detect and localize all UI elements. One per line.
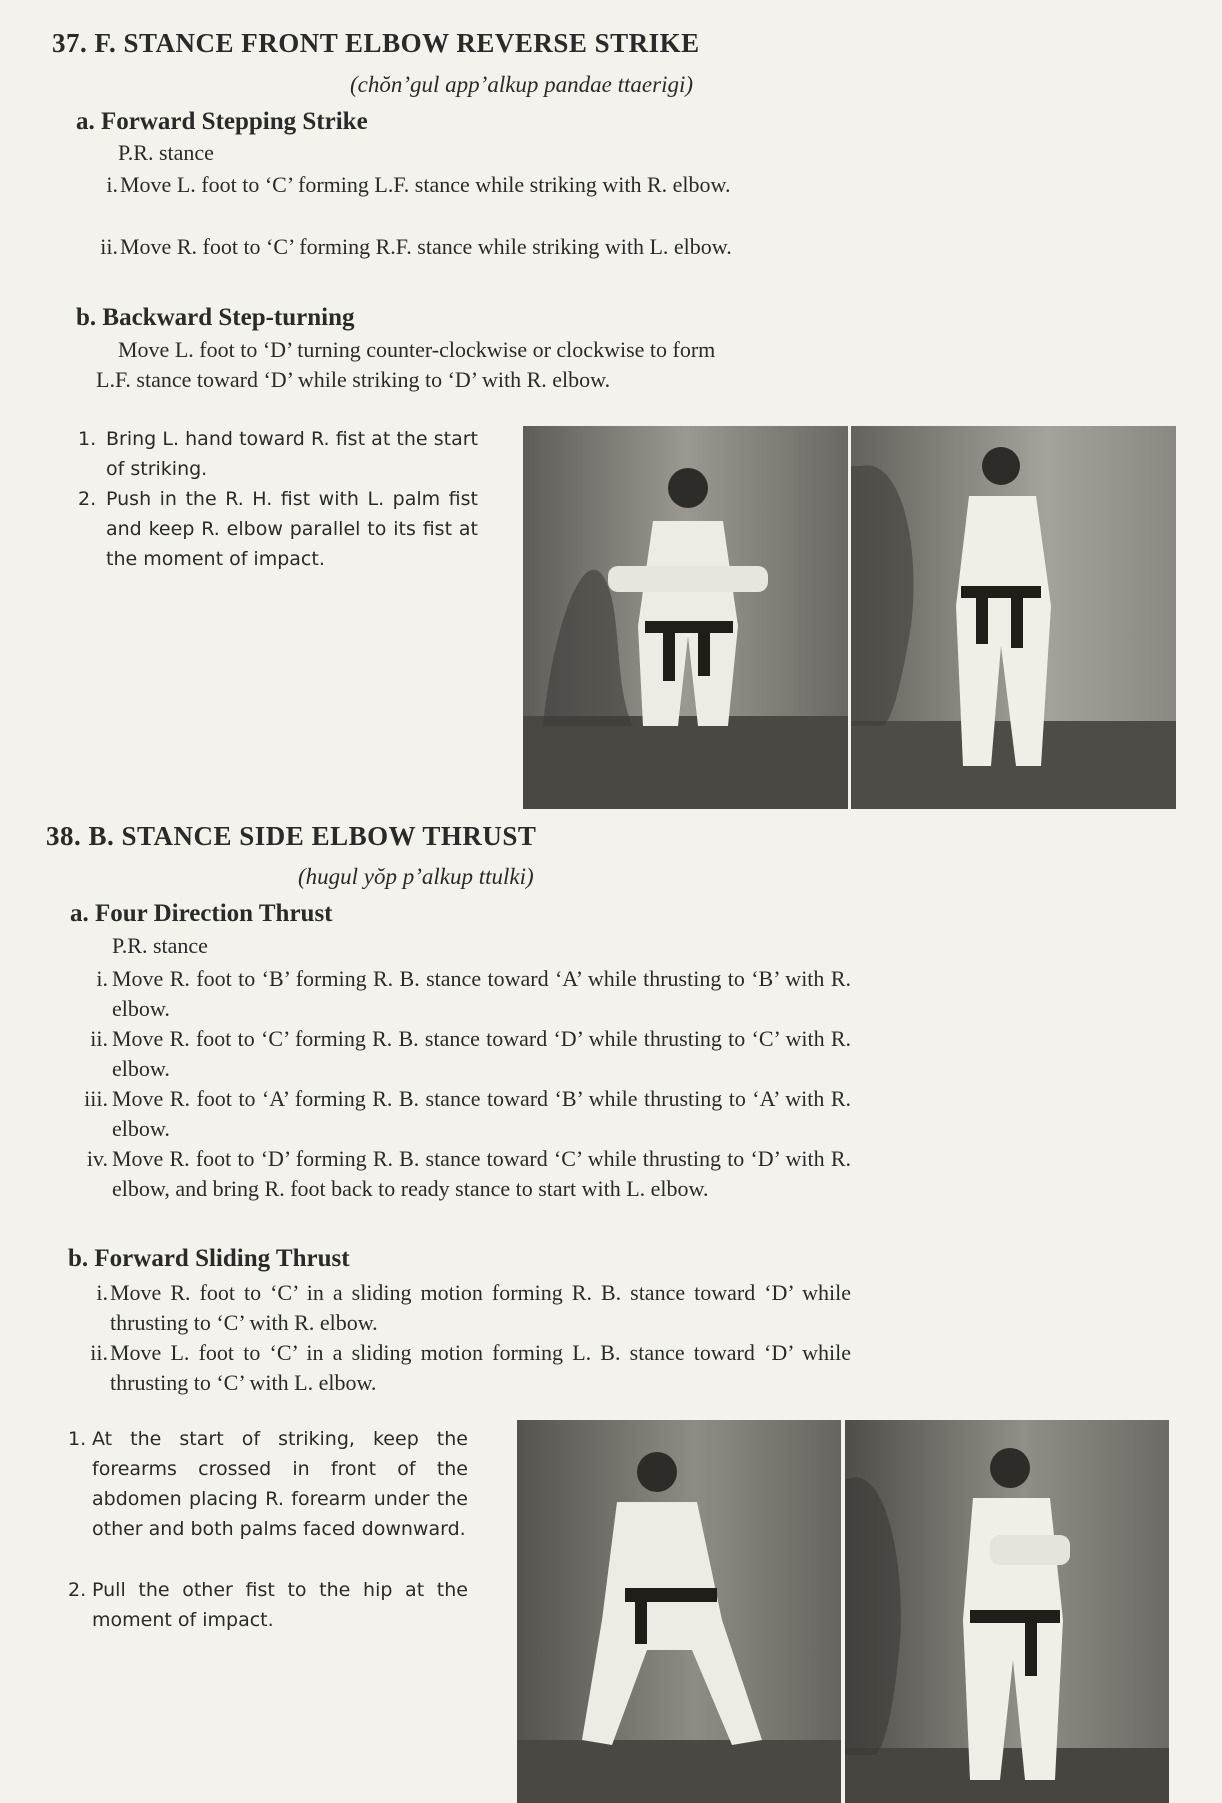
section-37-note-2: [78, 484, 478, 574]
note-number: 2.: [78, 488, 97, 510]
section-38-a-step-3: [68, 1084, 853, 1144]
step-number: iv.: [86, 1146, 108, 1171]
step-text: Move R. foot to ‘C’ forming R.F. stance while striking with L. elbow.: [120, 234, 732, 259]
section-37-a-stance: P.R. stance: [118, 140, 214, 165]
section-38-romanization: (hugul yŏp p’alkup ttulki): [298, 864, 534, 889]
note-text: Push in the R. H. fist with L. palm fist and keep R. elbow parallel to its fist at the moment of impact.: [106, 488, 478, 570]
note-text: Pull the other fist to the hip at the moment of impact.: [92, 1579, 468, 1631]
step-number: ii.: [100, 234, 118, 259]
section-37-b-heading: b. Backward Step-turning: [76, 304, 355, 331]
step-text: Move R. foot to ‘C’ forming R. B. stance toward ‘D’ while thrusting to ‘C’ with R. elbow.: [112, 1026, 851, 1081]
note-number: 1.: [68, 1428, 87, 1450]
section-37-a-step-2: [78, 232, 856, 292]
note-number: 2.: [68, 1579, 87, 1601]
section-38-photo-left: [517, 1420, 841, 1803]
step-number: iii.: [84, 1086, 108, 1111]
section-37-photo-left: [523, 426, 848, 809]
step-text: Move R. foot to ‘A’ forming R. B. stance toward ‘B’ while thrusting to ‘A’ with R. elbow.: [112, 1086, 851, 1141]
section-37-a-heading: a. Forward Stepping Strike: [76, 108, 368, 135]
section-37-note-1: [78, 424, 478, 484]
section-38-a-step-1: [68, 964, 853, 1024]
section-38-b-step-1: [68, 1278, 853, 1338]
step-number: i.: [106, 172, 118, 197]
step-number: i.: [96, 966, 108, 991]
step-text: Move L. foot to ‘C’ forming L.F. stance while striking with R. elbow.: [120, 172, 731, 197]
note-text: Bring L. hand toward R. fist at the start of striking.: [106, 428, 478, 480]
note-number: 1.: [78, 428, 97, 450]
note-text: At the start of striking, keep the forearms crossed in front of the abdomen placing R. forearm under the other and both palms faced downward.: [92, 1428, 468, 1540]
section-38-b-heading: b. Forward Sliding Thrust: [68, 1245, 350, 1272]
section-38-a-step-2: [68, 1024, 853, 1084]
section-37-b-line-2: L.F. stance toward ‘D’ while striking to ‘D’ with R. elbow.: [96, 367, 611, 392]
section-38-note-2: [68, 1575, 468, 1635]
step-text: Move L. foot to ‘C’ in a sliding motion forming L. B. stance toward ‘D’ while thrusting to ‘C’ with L. elbow.: [110, 1340, 851, 1395]
section-37-photo-right: [851, 426, 1176, 809]
step-text: Move R. foot to ‘D’ forming R. B. stance toward ‘C’ while thrusting to ‘D’ with R. elbow, and bring R. foot back to ready stance to start with L. elbow.: [112, 1146, 851, 1201]
section-38-a-stance: P.R. stance: [112, 933, 208, 958]
step-text: Move R. foot to ‘B’ forming R. B. stance toward ‘A’ while thrusting to ‘B’ with R. elbow.: [112, 966, 851, 1021]
step-number: ii.: [90, 1340, 108, 1365]
step-number: ii.: [90, 1026, 108, 1051]
step-number: i.: [96, 1280, 108, 1305]
section-37-romanization: (chŏn’gul app’alkup pandae ttaerigi): [350, 72, 694, 97]
section-37-b-line-1: Move L. foot to ‘D’ turning counter-clockwise or clockwise to form: [118, 337, 716, 362]
section-37-title: 37. F. STANCE FRONT ELBOW REVERSE STRIKE: [52, 28, 700, 58]
section-38-b-step-2: [68, 1338, 853, 1398]
section-38-a-step-4: [68, 1144, 853, 1234]
section-38-note-1: [68, 1424, 468, 1574]
section-38-a-heading: a. Four Direction Thrust: [70, 900, 333, 927]
section-38-title: 38. B. STANCE SIDE ELBOW THRUST: [46, 821, 537, 851]
section-37-a-step-1: [78, 170, 856, 230]
step-text: Move R. foot to ‘C’ in a sliding motion forming R. B. stance toward ‘D’ while thrusting to ‘C’ with R. elbow.: [110, 1280, 851, 1335]
section-38-photo-right: [845, 1420, 1169, 1803]
